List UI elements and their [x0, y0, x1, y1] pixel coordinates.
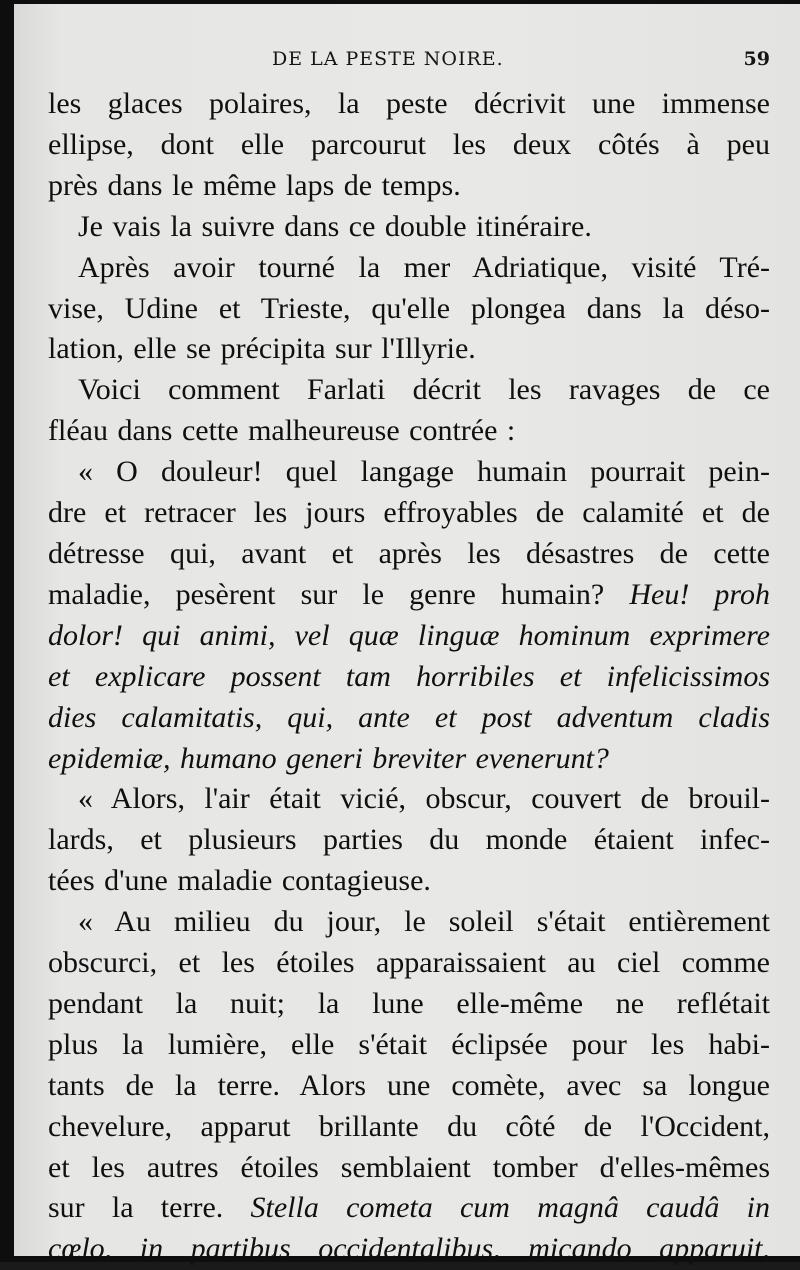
- latin-line: [48, 739, 770, 780]
- text-line: dre et retracer les jours effroyables de calamité et de: [48, 496, 770, 530]
- text-line-roman: sur la terre.: [48, 1191, 224, 1225]
- text-line: ellipse, dont elle parcourut les deux côtés à peu: [48, 127, 770, 161]
- latin-text: Heu! proh: [629, 577, 770, 611]
- text-line: lards, et plusieurs parties du monde étaient infec-: [48, 823, 770, 857]
- paragraph: [48, 248, 770, 371]
- text-line: pendant la nuit; la lune elle-même ne reflétait: [48, 986, 770, 1020]
- latin-text: cœlo, in partibus occidentalibus, micando apparuit,: [48, 1232, 770, 1266]
- latin-line: [48, 616, 770, 657]
- paragraph: [48, 370, 770, 452]
- quote-paragraph: [48, 779, 770, 902]
- text-line: « O douleur! quel langage humain pourrait pein-: [78, 455, 770, 489]
- text-line: lation, elle se précipita sur l'Illyrie.: [48, 332, 476, 366]
- quote-paragraph: [48, 452, 770, 779]
- running-title: DE LA PESTE NOIRE.: [272, 48, 504, 70]
- text-line: tées d'une maladie contagieuse.: [48, 864, 431, 898]
- text-line: détresse qui, avant et après les désastres de cette: [48, 536, 770, 570]
- latin-line: [48, 1229, 770, 1270]
- text-line: Après avoir tourné la mer Adriatique, visité Tré-: [78, 250, 770, 284]
- paragraph: [48, 207, 770, 248]
- quote-paragraph: [48, 902, 770, 1270]
- latin-line: [48, 698, 770, 739]
- latin-line: [48, 657, 770, 698]
- running-head: [14, 48, 800, 78]
- latin-text: epidemiæ, humano generi breviter evenerunt?: [48, 741, 609, 775]
- page-number: 59: [743, 48, 770, 70]
- text-line: [48, 1188, 770, 1229]
- text-line: Voici comment Farlati décrit les ravages de ce: [78, 373, 770, 407]
- text-line: [48, 575, 770, 616]
- latin-text: et explicare possent tam horribiles et infelicissimos: [48, 659, 770, 693]
- text-line: tants de la terre. Alors une comète, avec sa longue: [48, 1068, 770, 1102]
- text-line: et les autres étoiles semblaient tomber d'elles-mêmes: [48, 1150, 770, 1184]
- text-line: « Au milieu du jour, le soleil s'était entièrement: [78, 905, 770, 939]
- text-line: chevelure, apparut brillante du côté de l'Occident,: [48, 1109, 770, 1143]
- text-line: fléau dans cette malheureuse contrée :: [48, 414, 516, 448]
- latin-text: dolor! qui animi, vel quæ linguæ hominum exprimere: [48, 618, 770, 652]
- text-line: obscurci, et les étoiles apparaissaient au ciel comme: [48, 946, 770, 980]
- text-line: « Alors, l'air était vicié, obscur, couvert de brouil-: [78, 782, 770, 816]
- text-line: Je vais la suivre dans ce double itinéraire.: [78, 209, 592, 243]
- text-line: vise, Udine et Trieste, qu'elle plongea dans la déso-: [48, 291, 770, 325]
- text-line: les glaces polaires, la peste décrivit une immense: [48, 87, 770, 120]
- text-line: plus la lumière, elle s'était éclipsée pour les habi-: [48, 1027, 770, 1061]
- text-line: près dans le même laps de temps.: [48, 168, 461, 202]
- paragraph-continuation: [48, 84, 770, 207]
- text-line-roman: maladie, pesèrent sur le genre humain?: [48, 577, 605, 611]
- book-page: [14, 4, 800, 1266]
- latin-text: dies calamitatis, qui, ante et post adventum cladis: [48, 700, 770, 734]
- body-text: [48, 84, 770, 1270]
- latin-text: Stella cometa cum magnâ caudâ in: [250, 1191, 771, 1225]
